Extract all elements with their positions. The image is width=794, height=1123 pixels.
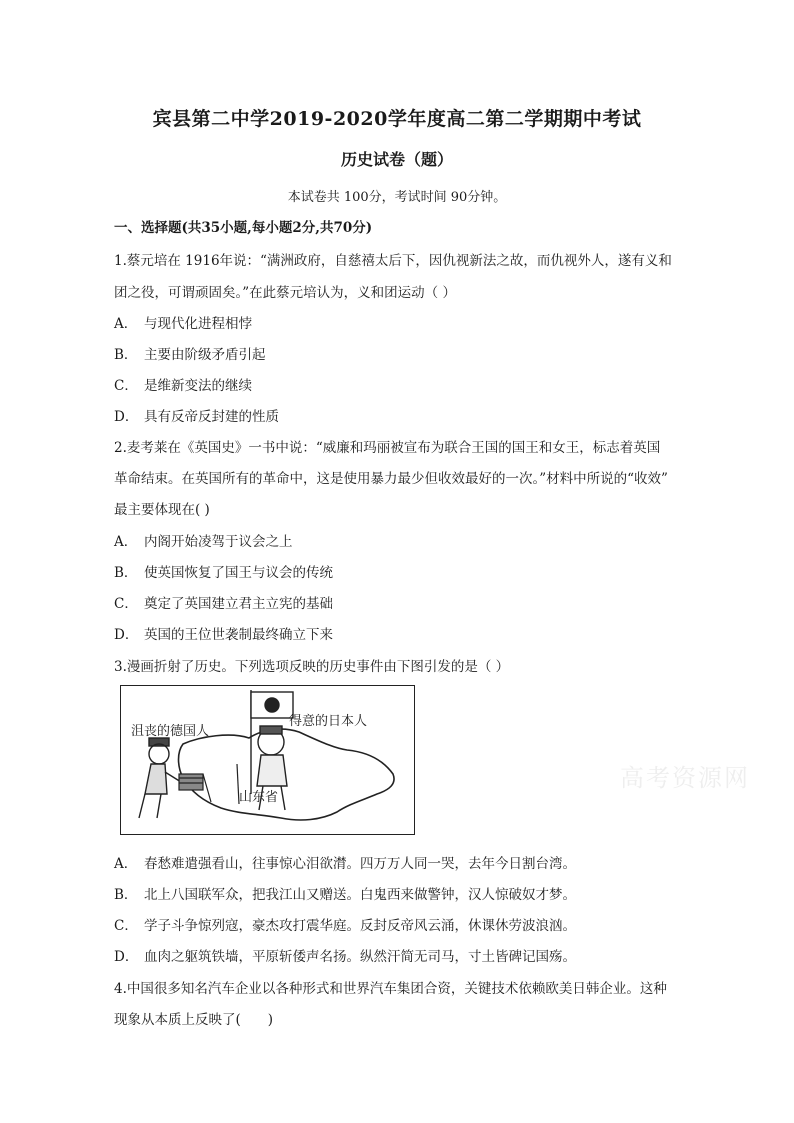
q2-option-d: D． 英国的王位世袭制最终确立下来 xyxy=(114,627,333,643)
q1-option-c: C． 是维新变法的继续 xyxy=(114,378,252,394)
exam-title: 宾县第二中学2019-2020学年度高二第二学期期中考试 xyxy=(152,108,642,130)
q3-option-d: D． 血肉之躯筑铁墙，平原斩倭声名扬。纵然汗简无司马，寸土皆碑记国殇。 xyxy=(114,949,576,965)
q1-option-d: D． 具有反帝反封建的性质 xyxy=(114,409,279,425)
q2-option-a: A． 内阁开始凌驾于议会之上 xyxy=(114,534,293,550)
q2-stem-line3: 最主要体现在( ) xyxy=(114,502,210,518)
q1-stem-line1: 1.蔡元培在 1916年说：“满洲政府，自慈禧太后下，因仇视新法之故，而仇视外人，遂有义和 xyxy=(114,253,672,269)
german-flag-dropped xyxy=(179,774,211,802)
q2-option-b: B． 使英国恢复了国王与议会的传统 xyxy=(114,565,333,581)
shandong-cartoon xyxy=(120,685,415,835)
cartoon-drawing xyxy=(121,686,414,834)
q2-stem-line2: 革命结束。在英国所有的革命中，这是使用暴力最少但收效最好的一次。”材料中所说的“收效” xyxy=(114,471,668,487)
cartoon-label-japanese: 得意的日本人 xyxy=(289,714,368,729)
section-heading: 一、选择题(共35小题,每小题2分,共70分) xyxy=(114,220,373,236)
cartoon-label-german: 沮丧的德国人 xyxy=(131,724,210,739)
q1-option-b: B． 主要由阶级矛盾引起 xyxy=(114,347,266,363)
exam-subtitle: 历史试卷（题） xyxy=(340,150,453,169)
q3-option-c: C． 学子斗争惊列寇，豪杰攻打震华庭。反封反帝风云涌，休课休劳波浪汹。 xyxy=(114,918,576,934)
q3-stem-line1: 3.漫画折射了历史。下列选项反映的历史事件由下图引发的是（ ） xyxy=(114,659,510,675)
q4-stem-line1: 4.中国很多知名汽车企业以各种形式和世界汽车集团合资，关键技术依赖欧美日韩企业。这种 xyxy=(114,981,667,997)
german-figure xyxy=(139,738,181,818)
q2-option-c: C． 奠定了英国建立君主立宪的基础 xyxy=(114,596,333,612)
q1-option-a: A． 与现代化进程相悖 xyxy=(114,316,252,332)
shandong-map-outline xyxy=(179,729,395,820)
q3-option-a: A． 春愁难遣强看山，往事惊心泪欲潸。四万万人同一哭，去年今日割台湾。 xyxy=(114,856,576,872)
q3-option-b: B． 北上八国联军众，把我江山又赠送。白鬼西来做警钟，汉人惊破奴才梦。 xyxy=(114,887,576,903)
q1-stem-line2: 团之役，可谓顽固矣。”在此蔡元培认为，义和团运动（ ） xyxy=(114,285,456,301)
exam-info: 本试卷共 100分，考试时间 90分钟。 xyxy=(287,190,507,205)
cartoon-label-province: 山东省 xyxy=(239,790,279,805)
watermark: 高考资源网 xyxy=(620,764,750,792)
q4-stem-line2: 现象从本质上反映了( ) xyxy=(114,1012,274,1028)
q2-stem-line1: 2.麦考莱在《英国史》一书中说：“威廉和玛丽被宣布为联合王国的国王和女王，标志着英国 xyxy=(114,440,661,456)
